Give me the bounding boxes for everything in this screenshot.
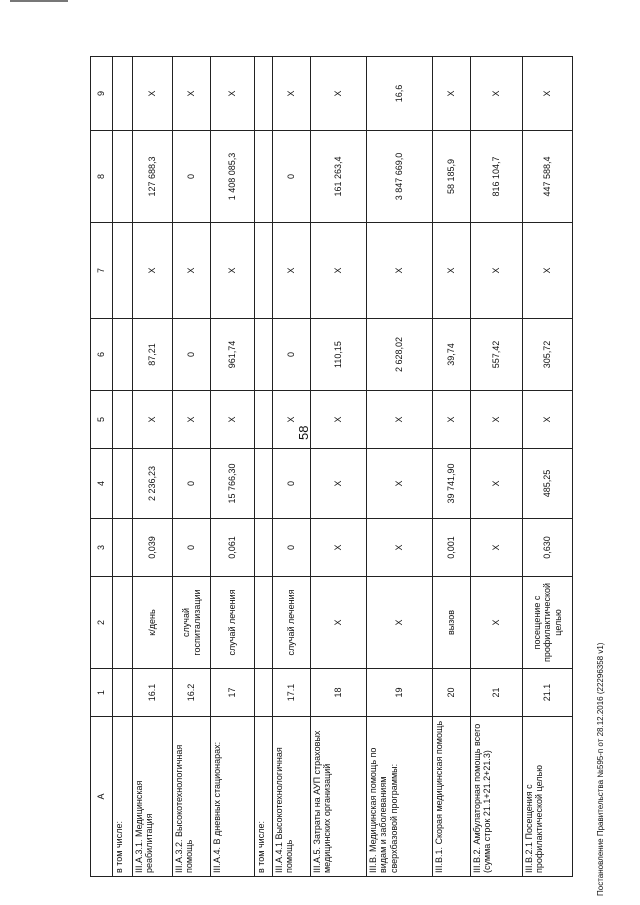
- table-cell: 87,21: [133, 319, 173, 391]
- table-cell: X: [367, 449, 433, 519]
- table-cell: [255, 669, 273, 717]
- top-rule: [10, 0, 68, 2]
- footer-note: Постановление Правительства №595-п от 28.12.2016 (22296358 v1): [596, 642, 605, 896]
- table-cell: X: [311, 223, 367, 319]
- header-cell: 5: [91, 391, 113, 449]
- table-cell: X: [367, 391, 433, 449]
- header-cell: 6: [91, 319, 113, 391]
- table-cell: III.A.5. Затраты на АУП страховых медицинских организаций: [311, 717, 367, 877]
- table-cell: 17.1: [273, 669, 311, 717]
- table-cell: 16,6: [367, 57, 433, 131]
- header-cell: 7: [91, 223, 113, 319]
- table-cell: X: [523, 223, 573, 319]
- table-row: [211, 57, 255, 877]
- table-cell: [113, 223, 133, 319]
- table-cell: X: [367, 577, 433, 669]
- table-cell: [255, 131, 273, 223]
- table-cell: X: [523, 391, 573, 449]
- table-cell: 305,72: [523, 319, 573, 391]
- table-cell: X: [471, 449, 523, 519]
- header-cell: 2: [91, 577, 113, 669]
- table-row: [471, 57, 523, 877]
- table-cell: X: [471, 519, 523, 577]
- table-cell: 0,630: [523, 519, 573, 577]
- table-cell: 0,061: [211, 519, 255, 577]
- table-cell: X: [133, 223, 173, 319]
- header-row: [91, 57, 113, 877]
- table-cell: [255, 391, 273, 449]
- table-cell: [113, 519, 133, 577]
- table-cell: X: [433, 391, 471, 449]
- table-cell: случай госпитализации: [173, 577, 211, 669]
- table-cell: X: [211, 223, 255, 319]
- table-cell: 2 236,23: [133, 449, 173, 519]
- table-cell: X: [311, 577, 367, 669]
- header-cell: 8: [91, 131, 113, 223]
- table-cell: X: [311, 391, 367, 449]
- table-cell: 110,15: [311, 319, 367, 391]
- table-cell: посещение с профилактической целью: [523, 577, 573, 669]
- table-cell: 557,42: [471, 319, 523, 391]
- table-cell: [255, 519, 273, 577]
- table-cell: [255, 223, 273, 319]
- table-cell: 1 408 085,3: [211, 131, 255, 223]
- table-cell: [113, 669, 133, 717]
- table-cell: X: [173, 223, 211, 319]
- table-cell: 0: [273, 449, 311, 519]
- table-cell: 2 628,02: [367, 319, 433, 391]
- table-cell: 485,25: [523, 449, 573, 519]
- table-cell: [113, 449, 133, 519]
- table-cell: X: [311, 57, 367, 131]
- table-cell: 0: [173, 449, 211, 519]
- table-cell: III.B.1. Скорая медицинская помощь: [433, 717, 471, 877]
- table-cell: III.A.3.1. Медицинская реабилитация: [133, 717, 173, 877]
- table-cell: X: [433, 57, 471, 131]
- table-cell: [113, 577, 133, 669]
- table-cell: 20: [433, 669, 471, 717]
- table-row: [133, 57, 173, 877]
- table-cell: [113, 131, 133, 223]
- table-cell: 16.1: [133, 669, 173, 717]
- table-row: [255, 57, 273, 877]
- table-cell: 21: [471, 669, 523, 717]
- table-cell: 0: [173, 131, 211, 223]
- table-cell: [255, 577, 273, 669]
- table-cell: X: [471, 391, 523, 449]
- table-cell: X: [433, 223, 471, 319]
- table-cell: 0: [273, 319, 311, 391]
- table-cell: [113, 391, 133, 449]
- table-cell: X: [273, 223, 311, 319]
- table-cell: к/день: [133, 577, 173, 669]
- table-row: [433, 57, 471, 877]
- header-cell: 9: [91, 57, 113, 131]
- table-cell: 0: [173, 519, 211, 577]
- table-cell: 0: [273, 131, 311, 223]
- table-cell: 0: [173, 319, 211, 391]
- table-cell: 3 847 669,0: [367, 131, 433, 223]
- table-cell: X: [367, 223, 433, 319]
- table-cell: 39,74: [433, 319, 471, 391]
- header-cell: 1: [91, 669, 113, 717]
- table-cell: III.A.3.2. Высокотехнологичная помощь: [173, 717, 211, 877]
- table-cell: X: [133, 391, 173, 449]
- table-row: [113, 57, 133, 877]
- table-cell: 0,001: [433, 519, 471, 577]
- table-row: [523, 57, 573, 877]
- table-cell: X: [273, 57, 311, 131]
- table-cell: случай лечения: [273, 577, 311, 669]
- table-cell: X: [173, 57, 211, 131]
- header-cell: 4: [91, 449, 113, 519]
- table-row: [311, 57, 367, 877]
- rotated-table-wrapper: [90, 57, 563, 877]
- table-cell: X: [523, 57, 573, 131]
- table-cell: 18: [311, 669, 367, 717]
- table-cell: 127 688,3: [133, 131, 173, 223]
- table-cell: 447 588,4: [523, 131, 573, 223]
- table-cell: вызов: [433, 577, 471, 669]
- header-cell: 3: [91, 519, 113, 577]
- table-cell: 17: [211, 669, 255, 717]
- table-cell: X: [211, 391, 255, 449]
- table-cell: 0,039: [133, 519, 173, 577]
- table-cell: X: [311, 519, 367, 577]
- table-cell: III.A.4. В дневных стационарах:: [211, 717, 255, 877]
- table-cell: [255, 449, 273, 519]
- table-cell: 21.1: [523, 669, 573, 717]
- table-row: [273, 57, 311, 877]
- table-cell: III.B.2.1 Посещения с профилактической целью: [523, 717, 573, 877]
- table-cell: [113, 319, 133, 391]
- header-cell: A: [91, 717, 113, 877]
- table-cell: 961,74: [211, 319, 255, 391]
- data-table: [90, 56, 573, 877]
- table-cell: случай лечения: [211, 577, 255, 669]
- table-cell: X: [211, 57, 255, 131]
- table-cell: 39 741,90: [433, 449, 471, 519]
- page-number: 58: [296, 425, 311, 440]
- table-cell: [113, 57, 133, 131]
- table-cell: X: [471, 577, 523, 669]
- table-cell: III.B.2. Амбулаторная помощь всего (сумма строк 21.1+21.2+21.3): [471, 717, 523, 877]
- table-cell: 58 185,9: [433, 131, 471, 223]
- table-cell: X: [471, 57, 523, 131]
- table-cell: 16.2: [173, 669, 211, 717]
- table-cell: в том числе:: [113, 717, 133, 877]
- table-cell: 161 263,4: [311, 131, 367, 223]
- table-cell: X: [273, 391, 311, 449]
- table-cell: [255, 319, 273, 391]
- table-cell: III.B. Медицинская помощь по видам и заболеваниям сверхбазовой программы:: [367, 717, 433, 877]
- table-cell: [255, 57, 273, 131]
- table-row: [367, 57, 433, 877]
- table-cell: X: [471, 223, 523, 319]
- table-row: [173, 57, 211, 877]
- table-cell: X: [133, 57, 173, 131]
- table-cell: 15 766,30: [211, 449, 255, 519]
- table-cell: 0: [273, 519, 311, 577]
- table-cell: III.A.4.1 Высокотехнологичная помощь: [273, 717, 311, 877]
- table-cell: 816 104,7: [471, 131, 523, 223]
- table-cell: X: [367, 519, 433, 577]
- table-cell: X: [311, 449, 367, 519]
- table-cell: 19: [367, 669, 433, 717]
- table-cell: в том числе:: [255, 717, 273, 877]
- table-cell: X: [173, 391, 211, 449]
